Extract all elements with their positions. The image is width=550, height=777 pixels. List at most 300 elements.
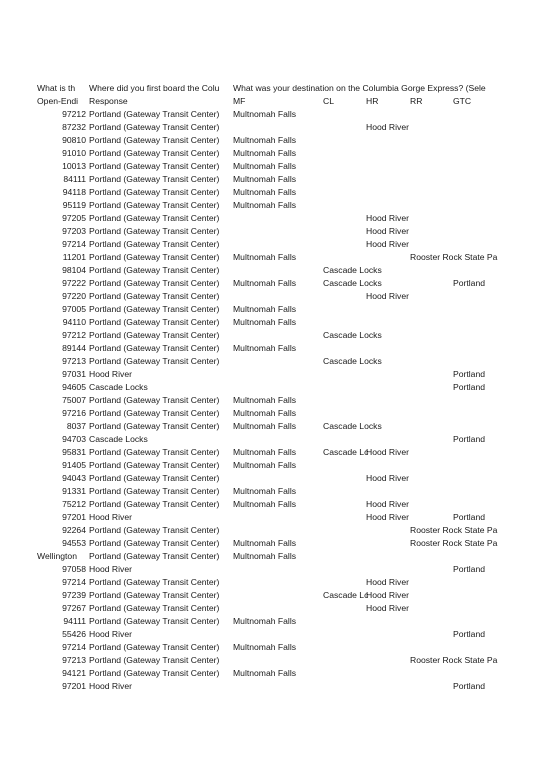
table-row <box>0 524 550 537</box>
table-row <box>0 381 550 394</box>
cell-multnomah-falls <box>233 290 323 303</box>
table-row <box>0 628 550 641</box>
cell-hood-river: Hood River <box>366 473 409 483</box>
cell-gateway-portland: Portland <box>453 369 486 379</box>
cell-board-location: Portland (Gateway Transit Center) <box>89 460 220 470</box>
cell-zip: 94118 <box>62 187 86 197</box>
cell-hood-river <box>366 368 410 381</box>
cell-gateway-portland <box>453 550 500 563</box>
cell-cascade-locks: Cascade Locks <box>323 356 382 366</box>
cell-gateway-portland: Portland <box>453 434 486 444</box>
cell-board-location: Portland (Gateway Transit Center) <box>89 252 220 262</box>
cell-multnomah-falls: Multnomah Falls <box>233 343 297 353</box>
cell-multnomah-falls: Multnomah Falls <box>233 174 297 184</box>
cell-board-location: Portland (Gateway Transit Center) <box>89 317 220 327</box>
cell-cascade-locks: Cascade Locks <box>323 330 382 340</box>
cell-hood-river <box>366 147 410 160</box>
cell-multnomah-falls <box>233 654 323 667</box>
cell-multnomah-falls: Multnomah Falls <box>233 421 297 431</box>
table-row <box>0 563 550 576</box>
cell-multnomah-falls: Multnomah Falls <box>233 109 297 119</box>
cell-cascade-locks: Cascade Locks <box>323 265 382 275</box>
cell-rooster-rock: Rooster Rock State Pa <box>410 525 498 535</box>
cell-gateway-portland <box>453 524 500 537</box>
table-row <box>0 407 550 420</box>
table-row <box>0 342 550 355</box>
table-row <box>0 485 550 498</box>
cell-gateway-portland <box>453 446 500 459</box>
cell-board-location: Hood River <box>89 681 132 691</box>
table-row <box>0 472 550 485</box>
cell-cascade-locks <box>323 251 368 264</box>
cell-board-location: Portland (Gateway Transit Center) <box>89 330 220 340</box>
cell-board-location: Portland (Gateway Transit Center) <box>89 148 220 158</box>
cell-gateway-portland <box>453 147 500 160</box>
cell-cascade-locks <box>323 628 368 641</box>
table-row <box>0 277 550 290</box>
cell-board-location: Portland (Gateway Transit Center) <box>89 642 220 652</box>
cell-multnomah-falls: Multnomah Falls <box>233 304 297 314</box>
cell-cascade-locks <box>323 550 368 563</box>
cell-hood-river <box>366 628 410 641</box>
cell-gateway-portland <box>453 472 500 485</box>
cell-multnomah-falls <box>233 121 323 134</box>
cell-multnomah-falls <box>233 563 323 576</box>
cell-cascade-locks <box>323 485 368 498</box>
cell-multnomah-falls <box>233 329 323 342</box>
cell-board-location: Portland (Gateway Transit Center) <box>89 577 220 587</box>
cell-zip: Wellington <box>37 551 77 561</box>
cell-cascade-locks <box>323 173 368 186</box>
cell-multnomah-falls: Multnomah Falls <box>233 187 297 197</box>
cell-hood-river <box>366 160 410 173</box>
cell-cascade-locks: Cascade Lc <box>323 447 369 457</box>
cell-board-location: Portland (Gateway Transit Center) <box>89 226 220 236</box>
table-row <box>0 355 550 368</box>
cell-cascade-locks <box>323 615 368 628</box>
header-board-question: Where did you first board the Colu <box>89 83 220 93</box>
table-row <box>0 615 550 628</box>
cell-gateway-portland <box>453 108 500 121</box>
cell-gateway-portland <box>453 251 500 264</box>
cell-multnomah-falls <box>233 589 323 602</box>
cell-board-location: Portland (Gateway Transit Center) <box>89 655 220 665</box>
cell-zip: 97213 <box>62 655 86 665</box>
cell-cascade-locks <box>323 316 368 329</box>
cell-gateway-portland <box>453 238 500 251</box>
cell-gateway-portland <box>453 589 500 602</box>
table-row <box>0 550 550 563</box>
cell-gateway-portland <box>453 498 500 511</box>
table-row <box>0 667 550 680</box>
cell-board-location: Portland (Gateway Transit Center) <box>89 447 220 457</box>
cell-gateway-portland <box>453 121 500 134</box>
cell-hood-river <box>366 381 410 394</box>
cell-zip: 75007 <box>62 395 86 405</box>
cell-zip: 97239 <box>62 590 86 600</box>
cell-hood-river <box>366 550 410 563</box>
cell-hood-river <box>366 407 410 420</box>
cell-gateway-portland <box>453 394 500 407</box>
table-row <box>0 147 550 160</box>
cell-multnomah-falls: Multnomah Falls <box>233 551 297 561</box>
cell-cascade-locks: Cascade Lc <box>323 590 369 600</box>
cell-gateway-portland <box>453 199 500 212</box>
cell-zip: 10013 <box>62 161 86 171</box>
table-row <box>0 589 550 602</box>
cell-multnomah-falls: Multnomah Falls <box>233 486 297 496</box>
cell-gateway-portland <box>453 641 500 654</box>
cell-multnomah-falls <box>233 511 323 524</box>
table-row <box>0 173 550 186</box>
cell-gateway-portland <box>453 342 500 355</box>
cell-hood-river: Hood River <box>366 590 409 600</box>
cell-gateway-portland <box>453 485 500 498</box>
cell-board-location: Portland (Gateway Transit Center) <box>89 395 220 405</box>
cell-hood-river <box>366 186 410 199</box>
table-row <box>0 212 550 225</box>
cell-cascade-locks <box>323 108 368 121</box>
cell-board-location: Portland (Gateway Transit Center) <box>89 473 220 483</box>
cell-cascade-locks <box>323 498 368 511</box>
cell-cascade-locks <box>323 537 368 550</box>
cell-board-location: Cascade Locks <box>89 382 148 392</box>
cell-gateway-portland <box>453 186 500 199</box>
cell-cascade-locks <box>323 225 368 238</box>
cell-gateway-portland <box>453 537 500 550</box>
cell-zip: 97216 <box>62 408 86 418</box>
cell-multnomah-falls <box>233 381 323 394</box>
cell-multnomah-falls: Multnomah Falls <box>233 642 297 652</box>
cell-hood-river <box>366 420 410 433</box>
cell-multnomah-falls: Multnomah Falls <box>233 148 297 158</box>
cell-zip: 97214 <box>62 239 86 249</box>
cell-hood-river: Hood River <box>366 512 409 522</box>
cell-hood-river <box>366 264 410 277</box>
cell-gateway-portland <box>453 407 500 420</box>
cell-multnomah-falls <box>233 212 323 225</box>
table-row <box>0 199 550 212</box>
cell-cascade-locks <box>323 524 368 537</box>
cell-zip: 97214 <box>62 577 86 587</box>
table-row <box>0 186 550 199</box>
header-hr: HR <box>366 96 379 106</box>
cell-multnomah-falls <box>233 355 323 368</box>
cell-cascade-locks <box>323 368 368 381</box>
cell-hood-river <box>366 355 410 368</box>
cell-gateway-portland: Portland <box>453 278 486 288</box>
table-row <box>0 498 550 511</box>
header-zip-question: What is th <box>37 83 76 93</box>
cell-board-location: Portland (Gateway Transit Center) <box>89 616 220 626</box>
cell-cascade-locks <box>323 459 368 472</box>
cell-hood-river <box>366 108 410 121</box>
cell-cascade-locks <box>323 303 368 316</box>
cell-cascade-locks <box>323 576 368 589</box>
cell-gateway-portland: Portland <box>453 382 486 392</box>
header-cl: CL <box>323 96 334 106</box>
cell-zip: 94111 <box>63 616 86 626</box>
cell-board-location: Portland (Gateway Transit Center) <box>89 135 220 145</box>
cell-zip: 97201 <box>62 681 86 691</box>
header-row-questions <box>0 82 550 95</box>
cell-multnomah-falls: Multnomah Falls <box>233 538 297 548</box>
cell-board-location: Portland (Gateway Transit Center) <box>89 343 220 353</box>
cell-zip: 95831 <box>62 447 86 457</box>
cell-gateway-portland: Portland <box>453 512 486 522</box>
cell-board-location: Portland (Gateway Transit Center) <box>89 421 220 431</box>
cell-cascade-locks <box>323 186 368 199</box>
cell-hood-river: Hood River <box>366 291 409 301</box>
cell-gateway-portland <box>453 654 500 667</box>
cell-multnomah-falls: Multnomah Falls <box>233 460 297 470</box>
cell-hood-river <box>366 394 410 407</box>
cell-hood-river <box>366 199 410 212</box>
cell-cascade-locks <box>323 511 368 524</box>
cell-zip: 97031 <box>62 369 86 379</box>
cell-cascade-locks <box>323 147 368 160</box>
table-row <box>0 160 550 173</box>
cell-cascade-locks <box>323 290 368 303</box>
cell-zip: 97222 <box>62 278 86 288</box>
header-row-subheaders <box>0 95 550 108</box>
table-row <box>0 303 550 316</box>
cell-cascade-locks <box>323 680 368 693</box>
cell-hood-river <box>366 433 410 446</box>
table-row <box>0 251 550 264</box>
cell-board-location: Portland (Gateway Transit Center) <box>89 109 220 119</box>
cell-multnomah-falls <box>233 472 323 485</box>
cell-board-location: Cascade Locks <box>89 434 148 444</box>
cell-zip: 97058 <box>62 564 86 574</box>
table-row <box>0 329 550 342</box>
cell-zip: 8037 <box>66 421 86 431</box>
cell-zip: 97214 <box>62 642 86 652</box>
cell-cascade-locks <box>323 407 368 420</box>
cell-board-location: Hood River <box>89 629 132 639</box>
table-row <box>0 316 550 329</box>
cell-board-location: Portland (Gateway Transit Center) <box>89 161 220 171</box>
cell-multnomah-falls <box>233 433 323 446</box>
cell-zip: 97203 <box>62 226 86 236</box>
cell-board-location: Hood River <box>89 564 132 574</box>
table-row <box>0 264 550 277</box>
cell-zip: 90810 <box>62 135 86 145</box>
cell-board-location: Hood River <box>89 369 132 379</box>
cell-board-location: Portland (Gateway Transit Center) <box>89 122 220 132</box>
cell-multnomah-falls <box>233 238 323 251</box>
cell-cascade-locks <box>323 563 368 576</box>
cell-zip: 97201 <box>62 512 86 522</box>
cell-hood-river <box>366 524 410 537</box>
cell-gateway-portland <box>453 329 500 342</box>
cell-hood-river <box>366 251 410 264</box>
cell-gateway-portland: Portland <box>453 564 486 574</box>
table-row <box>0 368 550 381</box>
cell-hood-river: Hood River <box>366 239 409 249</box>
cell-zip: 94703 <box>62 434 86 444</box>
cell-board-location: Portland (Gateway Transit Center) <box>89 265 220 275</box>
cell-multnomah-falls <box>233 602 323 615</box>
table-row <box>0 680 550 693</box>
cell-hood-river <box>366 303 410 316</box>
cell-multnomah-falls <box>233 368 323 381</box>
cell-zip: 11201 <box>62 252 86 262</box>
cell-zip: 92264 <box>62 525 86 535</box>
cell-cascade-locks: Cascade Locks <box>323 421 382 431</box>
header-mf: MF <box>233 96 246 106</box>
cell-zip: 97205 <box>62 213 86 223</box>
cell-board-location: Portland (Gateway Transit Center) <box>89 174 220 184</box>
cell-gateway-portland <box>453 576 500 589</box>
table-row <box>0 511 550 524</box>
cell-multnomah-falls: Multnomah Falls <box>233 278 297 288</box>
cell-hood-river: Hood River <box>366 499 409 509</box>
cell-zip: 97220 <box>62 291 86 301</box>
cell-zip: 97212 <box>62 109 86 119</box>
table-row <box>0 654 550 667</box>
cell-zip: 97005 <box>62 304 86 314</box>
cell-multnomah-falls: Multnomah Falls <box>233 161 297 171</box>
cell-gateway-portland <box>453 134 500 147</box>
cell-zip: 94121 <box>62 668 86 678</box>
cell-zip: 91010 <box>62 148 86 158</box>
cell-board-location: Portland (Gateway Transit Center) <box>89 408 220 418</box>
header-gtc: GTC <box>453 96 472 106</box>
cell-hood-river <box>366 667 410 680</box>
table-row <box>0 108 550 121</box>
header-destination-question: What was your destination on the Columbia Gorge Express? (Sele <box>233 83 486 93</box>
cell-hood-river <box>366 563 410 576</box>
cell-multnomah-falls: Multnomah Falls <box>233 395 297 405</box>
cell-board-location: Portland (Gateway Transit Center) <box>89 200 220 210</box>
cell-cascade-locks <box>323 654 368 667</box>
cell-cascade-locks <box>323 238 368 251</box>
cell-board-location: Portland (Gateway Transit Center) <box>89 187 220 197</box>
cell-zip: 55426 <box>62 629 86 639</box>
cell-hood-river <box>366 641 410 654</box>
cell-hood-river <box>366 316 410 329</box>
cell-cascade-locks <box>323 641 368 654</box>
header-board-subheader: Response <box>89 96 128 106</box>
cell-cascade-locks <box>323 134 368 147</box>
cell-cascade-locks <box>323 433 368 446</box>
header-zip-subheader: Open-Endi <box>37 96 79 106</box>
cell-multnomah-falls: Multnomah Falls <box>233 616 297 626</box>
table-row <box>0 641 550 654</box>
cell-gateway-portland <box>453 212 500 225</box>
cell-hood-river <box>366 615 410 628</box>
table-row <box>0 394 550 407</box>
cell-zip: 94553 <box>62 538 86 548</box>
cell-zip: 87232 <box>62 122 86 132</box>
cell-multnomah-falls <box>233 264 323 277</box>
table-row <box>0 459 550 472</box>
cell-hood-river <box>366 537 410 550</box>
cell-hood-river: Hood River <box>366 447 409 457</box>
cell-gateway-portland: Portland <box>453 629 486 639</box>
cell-board-location: Portland (Gateway Transit Center) <box>89 213 220 223</box>
cell-board-location: Portland (Gateway Transit Center) <box>89 499 220 509</box>
cell-cascade-locks <box>323 472 368 485</box>
cell-zip: 97212 <box>62 330 86 340</box>
cell-multnomah-falls: Multnomah Falls <box>233 447 297 457</box>
cell-gateway-portland <box>453 290 500 303</box>
table-row <box>0 290 550 303</box>
cell-multnomah-falls: Multnomah Falls <box>233 499 297 509</box>
cell-gateway-portland <box>453 173 500 186</box>
table-row <box>0 121 550 134</box>
cell-rooster-rock: Rooster Rock State Pa <box>410 252 498 262</box>
cell-multnomah-falls: Multnomah Falls <box>233 252 297 262</box>
cell-multnomah-falls: Multnomah Falls <box>233 668 297 678</box>
cell-gateway-portland <box>453 303 500 316</box>
cell-cascade-locks <box>323 667 368 680</box>
cell-cascade-locks <box>323 342 368 355</box>
cell-gateway-portland <box>453 615 500 628</box>
table-row <box>0 602 550 615</box>
cell-gateway-portland <box>453 420 500 433</box>
cell-hood-river <box>366 134 410 147</box>
cell-cascade-locks <box>323 121 368 134</box>
cell-hood-river <box>366 485 410 498</box>
cell-cascade-locks: Cascade Locks <box>323 278 382 288</box>
cell-multnomah-falls <box>233 225 323 238</box>
cell-hood-river <box>366 342 410 355</box>
cell-hood-river: Hood River <box>366 577 409 587</box>
cell-cascade-locks <box>323 160 368 173</box>
cell-board-location: Portland (Gateway Transit Center) <box>89 304 220 314</box>
cell-cascade-locks <box>323 394 368 407</box>
cell-gateway-portland: Portland <box>453 681 486 691</box>
table-row <box>0 134 550 147</box>
table-row <box>0 537 550 550</box>
cell-gateway-portland <box>453 602 500 615</box>
cell-multnomah-falls: Multnomah Falls <box>233 317 297 327</box>
cell-zip: 94110 <box>62 317 86 327</box>
cell-board-location: Portland (Gateway Transit Center) <box>89 538 220 548</box>
cell-hood-river: Hood River <box>366 603 409 613</box>
cell-board-location: Portland (Gateway Transit Center) <box>89 525 220 535</box>
table-row <box>0 238 550 251</box>
table-row <box>0 576 550 589</box>
cell-hood-river: Hood River <box>366 213 409 223</box>
table-row <box>0 433 550 446</box>
cell-multnomah-falls: Multnomah Falls <box>233 135 297 145</box>
cell-gateway-portland <box>453 225 500 238</box>
cell-hood-river <box>366 654 410 667</box>
cell-multnomah-falls <box>233 524 323 537</box>
cell-multnomah-falls: Multnomah Falls <box>233 408 297 418</box>
cell-board-location: Hood River <box>89 512 132 522</box>
cell-board-location: Portland (Gateway Transit Center) <box>89 486 220 496</box>
cell-gateway-portland <box>453 160 500 173</box>
cell-hood-river <box>366 680 410 693</box>
cell-gateway-portland <box>453 355 500 368</box>
cell-zip: 95119 <box>62 200 86 210</box>
cell-board-location: Portland (Gateway Transit Center) <box>89 603 220 613</box>
cell-gateway-portland <box>453 264 500 277</box>
cell-board-location: Portland (Gateway Transit Center) <box>89 551 220 561</box>
cell-gateway-portland <box>453 316 500 329</box>
cell-board-location: Portland (Gateway Transit Center) <box>89 356 220 366</box>
cell-rooster-rock: Rooster Rock State Pa <box>410 655 498 665</box>
cell-zip: 84111 <box>63 174 86 184</box>
cell-hood-river <box>366 329 410 342</box>
cell-zip: 75212 <box>62 499 86 509</box>
cell-zip: 98104 <box>62 265 86 275</box>
cell-zip: 97267 <box>62 603 86 613</box>
